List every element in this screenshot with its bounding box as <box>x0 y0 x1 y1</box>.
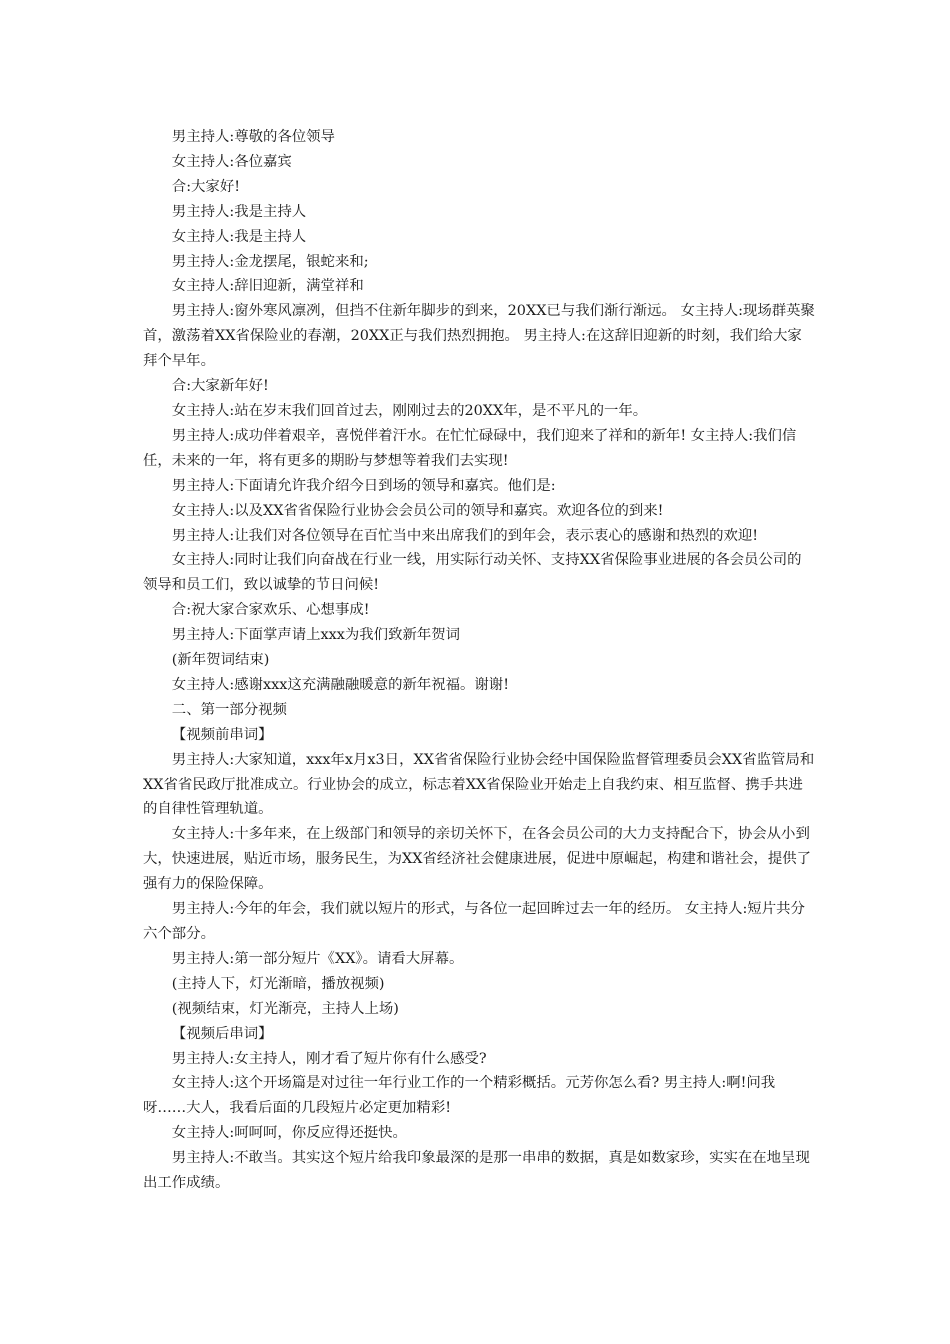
paragraph: 女主持人:辞旧迎新，满堂祥和 <box>171 278 364 295</box>
paragraph: 男主持人:不敢当。其实这个短片给我印象最深的是那一串串的数据，真是如数家珍，实实在在地呈现出工作成绩。 <box>143 1150 810 1192</box>
paragraph: 男主持人:女主持人，刚才看了短片你有什么感受? <box>171 1050 487 1067</box>
paragraph: 女主持人:各位嘉宾 <box>171 153 292 170</box>
document-body <box>143 125 815 1196</box>
subsection-heading: 【视频前串词】 <box>171 726 273 743</box>
paragraph: 男主持人:我是主持人 <box>171 203 307 220</box>
paragraph: 男主持人:第一部分短片《XX》。请看大屏幕。 <box>171 950 464 967</box>
paragraph: 男主持人:窗外寒风凛冽，但挡不住新年脚步的到来，20XX已与我们渐行渐远。 女主持人:现场群英聚首，激荡着XX省保险业的春潮，20XX正与我们热烈拥抱。 男主持人:在这辞旧迎新的时刻，我们给大家拜个早年。 <box>143 303 815 370</box>
paragraph: 女主持人:呵呵呵，你反应得还挺快。 <box>171 1125 407 1142</box>
paragraph: (新年贺词结束) <box>171 652 270 669</box>
paragraph: (视频结束，灯光渐亮，主持人上场) <box>171 1000 399 1017</box>
paragraph: 男主持人:下面掌声请上xxx为我们致新年贺词 <box>171 627 461 644</box>
paragraph: 男主持人:成功伴着艰辛，喜悦伴着汗水。在忙忙碌碌中，我们迎来了祥和的新年! 女主持人:我们信任，未来的一年，将有更多的期盼与梦想等着我们去实现! <box>143 427 797 469</box>
subsection-heading: 【视频后串词】 <box>171 1025 273 1042</box>
paragraph: 合:大家好! <box>171 178 240 195</box>
paragraph: 男主持人:大家知道，xxx年x月x3日，XX省省保险行业协会经中国保险监督管理委员会XX省监管局和XX省省民政厅批准成立。行业协会的成立，标志着XX省保险业开始走上自我约束、相互监督、携手共进的自律性管理轨道。 <box>143 751 815 818</box>
paragraph: 合:祝大家合家欢乐、心想事成! <box>171 602 370 619</box>
section-heading: 二、第一部分视频 <box>171 701 287 718</box>
paragraph: 女主持人:感谢xxx这充满融融暖意的新年祝福。谢谢! <box>171 676 509 693</box>
paragraph: 女主持人:这个开场篇是对过往一年行业工作的一个精彩概括。元芳你怎么看? 男主持人:啊!问我呀……大人，我看后面的几段短片必定更加精彩! <box>143 1075 776 1117</box>
paragraph: 合:大家新年好! <box>171 378 269 395</box>
paragraph: (主持人下，灯光渐暗，播放视频) <box>171 975 385 992</box>
paragraph: 女主持人:以及XX省省保险行业协会会员公司的领导和嘉宾。欢迎各位的到来! <box>171 502 664 519</box>
paragraph: 女主持人:我是主持人 <box>171 228 307 245</box>
paragraph: 女主持人:同时让我们向奋战在行业一线，用实际行动关怀、支持XX省保险事业进展的各会员公司的领导和员工们，致以诚挚的节日问候! <box>143 552 802 594</box>
paragraph: 男主持人:让我们对各位领导在百忙当中来出席我们的到年会，表示衷心的感谢和热烈的欢迎! <box>171 527 759 544</box>
paragraph: 男主持人:今年的年会，我们就以短片的形式，与各位一起回眸过去一年的经历。 女主持人:短片共分六个部分。 <box>143 901 805 942</box>
paragraph: 女主持人:站在岁末我们回首过去，刚刚过去的20XX年，是不平凡的一年。 <box>171 402 648 419</box>
paragraph: 男主持人:金龙摆尾，银蛇来和; <box>171 253 369 270</box>
paragraph: 男主持人:下面请允许我介绍今日到场的领导和嘉宾。他们是: <box>171 477 556 494</box>
paragraph: 女主持人:十多年来，在上级部门和领导的亲切关怀下，在各会员公司的大力支持配合下，协会从小到大，快速进展，贴近市场，服务民生，为XX省经济社会健康进展，促进中原崛起，构建和谐社会，提供了强有力的保险保障。 <box>143 826 812 893</box>
paragraph: 男主持人:尊敬的各位领导 <box>171 129 335 145</box>
